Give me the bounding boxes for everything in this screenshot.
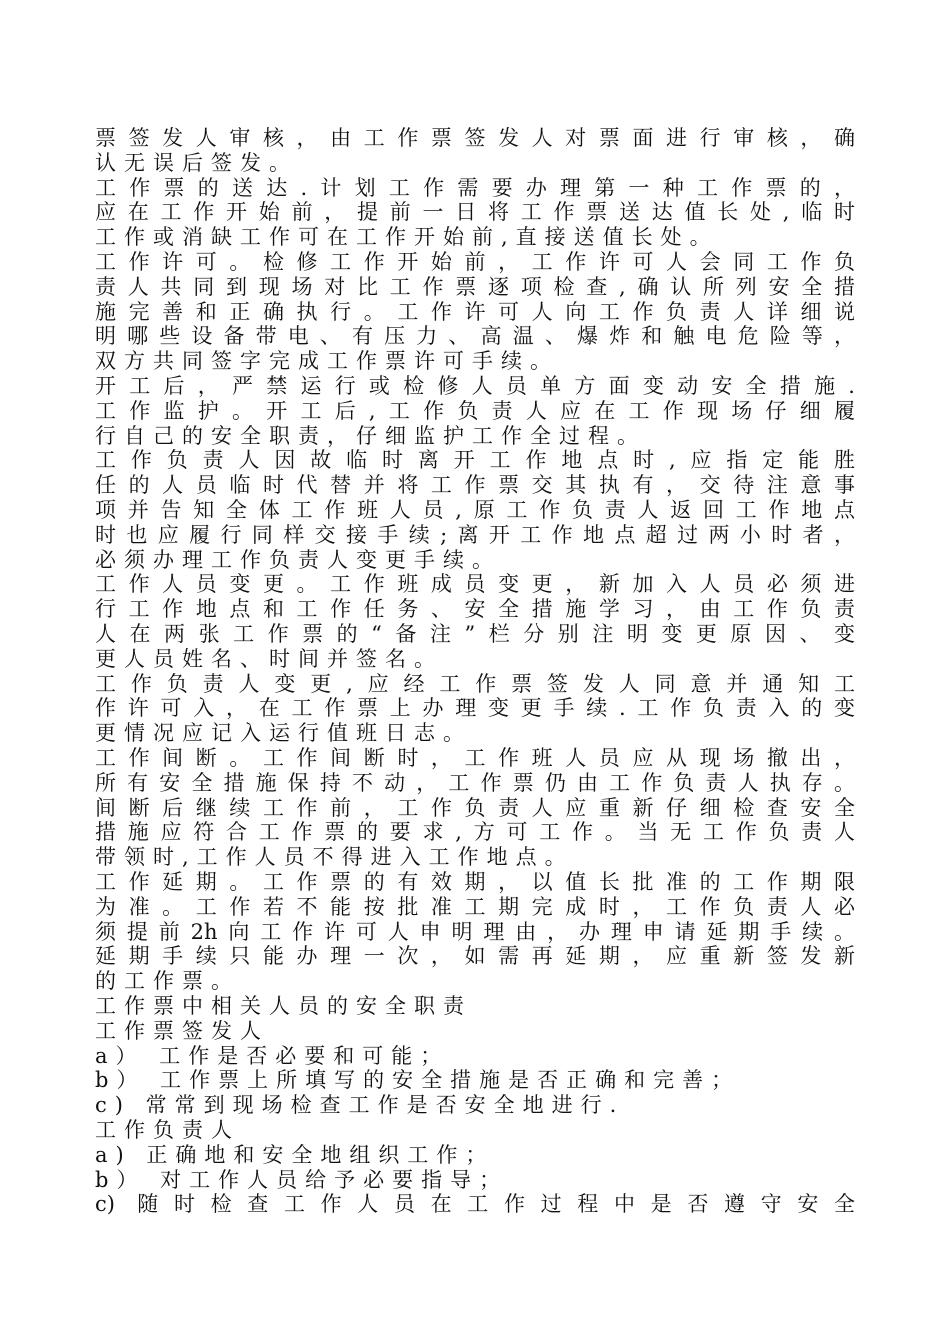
text-line: 更情况应记入运行值班日志。 (95, 721, 472, 746)
text-line: 工作负责人 (95, 1118, 240, 1142)
text-line: a） 工作是否必要和可能； (95, 1043, 450, 1068)
text-line: 工作票签发人 (95, 1018, 269, 1043)
text-line: 工作或消缺工作可在工作开始前,直接送值长处。 (95, 225, 719, 250)
text-line: 时也应履行同样交接手续;离开工作地点超过两小时者， (95, 522, 855, 547)
text-line: 工作间断。工作间断时，工作班人员应从现场撤出， (95, 746, 855, 770)
text-line: c) 常常到现场检查工作是否安全地进行. (95, 1093, 625, 1118)
text-line: 工作许可。检修工作开始前，工作许可人会同工作负 (95, 250, 855, 274)
text-line: 工作票中相关人员的安全职责 (95, 994, 472, 1018)
text-line: 开工后，严禁运行或检修人员单方面变动安全措施. (95, 374, 855, 398)
text-line: 工作负责人因故临时离开工作地点时,应指定能胜 (95, 448, 855, 473)
text-line: 所有安全措施保持不动，工作票仍由工作负责人执存。 (95, 770, 855, 795)
text-line: 间断后继续工作前，工作负责人应重新仔细检查安全 (95, 795, 855, 820)
text-line: c) 随时检查工作人员在工作过程中是否遵守安全 (95, 1192, 855, 1217)
text-line: 任的人员临时代替并将工作票交其执有，交待注意事 (95, 473, 855, 498)
text-line: 认无误后签发。 (95, 150, 298, 175)
text-line: 人在两张工作票的“备注”栏分别注明变更原因、变 (95, 622, 855, 646)
text-line: 工作人员变更。工作班成员变更，新加入人员必须进 (95, 572, 855, 597)
text-line: 施完善和正确执行。工作许可人向工作负责人详细说 (95, 299, 855, 324)
text-line: 票签发人审核，由工作票签发人对票面进行审核，确 (95, 126, 855, 150)
text-line: 项并告知全体工作班人员,原工作负责人返回工作地点 (95, 498, 855, 522)
text-line: 作许可入，在工作票上办理变更手续.工作负责入的变 (95, 696, 855, 721)
text-line: 工作票的送达.计划工作需要办理第一种工作票的， (95, 175, 855, 200)
text-line: 必须办理工作负责人变更手续。 (95, 547, 501, 572)
text-line: 责人共同到现场对比工作票逐项检查,确认所列安全措 (95, 274, 855, 299)
text-line: 工作负责人变更,应经工作票签发人同意并通知工 (95, 671, 855, 696)
text-line: 带领时,工作人员不得进入工作地点。 (95, 845, 574, 870)
text-line: 工作延期。工作票的有效期，以值长批准的工作期限 (95, 870, 855, 894)
text-line: b） 工作票上所填写的安全措施是否正确和完善； (95, 1068, 741, 1093)
text-line: 双方共同签字完成工作票许可手续。 (95, 349, 559, 374)
text-line: a) 正确地和安全地组织工作； (95, 1142, 495, 1167)
text-line: 措施应符合工作票的要求,方可工作。当无工作负责人 (95, 820, 855, 845)
text-line: 须提前2h向工作许可人申明理由，办理申请延期手续。 (95, 919, 855, 944)
text-line: b） 对工作人员给予必要指导； (95, 1167, 509, 1192)
text-line: 行自己的安全职责，仔细监护工作全过程。 (95, 423, 646, 448)
text-line: 延期手续只能办理一次，如需再延期，应重新签发新 (95, 944, 855, 969)
text-line: 应在工作开始前，提前一日将工作票送达值长处,临时 (95, 200, 855, 225)
text-line: 工作监护。开工后,工作负责人应在工作现场仔细履 (95, 398, 855, 423)
text-line: 更人员姓名、时间并签名。 (95, 646, 443, 671)
text-line: 明哪些设备带电、有压力、高温、爆炸和触电危险等， (95, 324, 855, 349)
text-line: 为准。工作若不能按批准工期完成时，工作负责人必 (95, 894, 855, 919)
text-line: 的工作票。 (95, 969, 240, 994)
text-line: 行工作地点和工作任务、安全措施学习，由工作负责 (95, 597, 855, 622)
